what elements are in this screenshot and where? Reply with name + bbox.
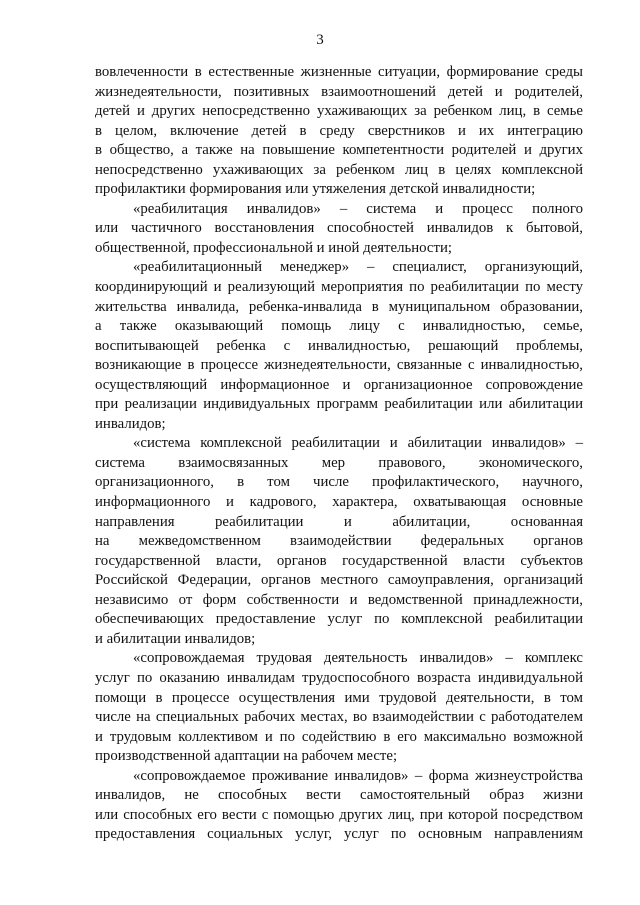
text-line: производственной адаптации на рабочем месте; xyxy=(95,748,398,765)
text-line: и трудовым коллективом и по содействию в его максимально возможной xyxy=(95,728,583,745)
text-line: «реабилитационный менеджер» – специалист, организующий, xyxy=(133,259,583,276)
paragraph-continuation xyxy=(95,63,583,200)
document-body xyxy=(95,63,583,845)
text-line: в общество, а также на повышение компетентности родителей и других xyxy=(95,142,583,159)
text-line: а также оказывающий помощь лицу с инвалидностью, семье, xyxy=(95,318,583,335)
text-line: обеспечивающих предоставление услуг по комплексной реабилитации xyxy=(95,611,583,628)
text-line: помощи в процессе осуществления ими трудовой деятельности, в том xyxy=(95,689,583,706)
text-line: непосредственно ухаживающих за ребенком лиц в целях комплексной xyxy=(95,161,583,178)
text-line: осуществляющий информационное и организационное сопровождение xyxy=(95,376,583,393)
text-line: детей и других непосредственно ухаживающих за ребенком лиц, в семье xyxy=(95,103,583,120)
text-line: система взаимосвязанных мер правового, экономического, xyxy=(95,454,583,471)
text-line: воспитывающей ребенка с инвалидностью, решающий проблемы, xyxy=(95,337,583,354)
text-line: «сопровождаемая трудовая деятельность инвалидов» – комплекс xyxy=(133,650,583,667)
text-line: государственной власти, органов государственной власти субъектов xyxy=(95,552,583,569)
paragraph-supported-living xyxy=(95,767,583,845)
text-line: независимо от форм собственности и ведомственной принадлежности, xyxy=(95,591,583,608)
text-line: информационного и кадрового, характера, охватывающая основные xyxy=(95,494,583,511)
text-line: услуг по оказанию инвалидам трудоспособного возраста индивидуальной xyxy=(95,669,583,686)
paragraph-supported-employment xyxy=(95,649,583,766)
text-line: предоставления социальных услуг, услуг по основным направлениям xyxy=(95,826,583,843)
text-line: координирующий и реализующий мероприятия по реабилитации по месту xyxy=(95,279,583,296)
page-number: 3 xyxy=(316,32,324,48)
text-line: и абилитации инвалидов; xyxy=(95,630,256,647)
text-line: организационного, в том числе профилактического, научного, xyxy=(95,474,583,491)
text-line: числе на специальных рабочих местах, во взаимодействии с работодателем xyxy=(95,709,583,726)
text-line: жизнедеятельности, позитивных взаимоотношений детей и родителей, xyxy=(95,83,583,100)
text-line: направления реабилитации и абилитации, основанная xyxy=(95,513,583,530)
text-line: возникающие в процессе жизнедеятельности, связанные с инвалидностью, xyxy=(95,357,583,374)
text-line: «сопровождаемое проживание инвалидов» – форма жизнеустройства xyxy=(133,767,583,784)
text-line: инвалидов; xyxy=(95,415,166,432)
text-line: при реализации индивидуальных программ реабилитации или абилитации xyxy=(95,396,583,413)
text-line: общественной, профессиональной и иной деятельности; xyxy=(95,239,452,256)
text-line: вовлеченности в естественные жизненные ситуации, формирование среды xyxy=(95,64,583,80)
text-line: профилактики формирования или утяжеления детской инвалидности; xyxy=(95,181,536,198)
text-line: инвалидов, не способных вести самостоятельный образ жизни xyxy=(95,787,583,804)
text-line: или частичного восстановления способностей инвалидов к бытовой, xyxy=(95,220,583,237)
text-line: или способных его вести с помощью других лиц, при которой посредством xyxy=(95,806,583,823)
paragraph-rehabilitation xyxy=(95,200,583,259)
text-line: Российской Федерации, органов местного самоуправления, организаций xyxy=(95,572,583,589)
text-line: жительства инвалида, ребенка-инвалида в муниципальном образовании, xyxy=(95,298,583,315)
text-line: в целом, включение детей в среду сверстников и их интеграцию xyxy=(95,122,583,139)
text-line: «система комплексной реабилитации и абилитации инвалидов» – xyxy=(133,435,583,452)
text-line: на межведомственном взаимодействии федеральных органов xyxy=(95,533,583,550)
paragraph-rehab-manager xyxy=(95,258,583,434)
paragraph-complex-system xyxy=(95,434,583,649)
text-line: «реабилитация инвалидов» – система и процесс полного xyxy=(133,200,583,217)
